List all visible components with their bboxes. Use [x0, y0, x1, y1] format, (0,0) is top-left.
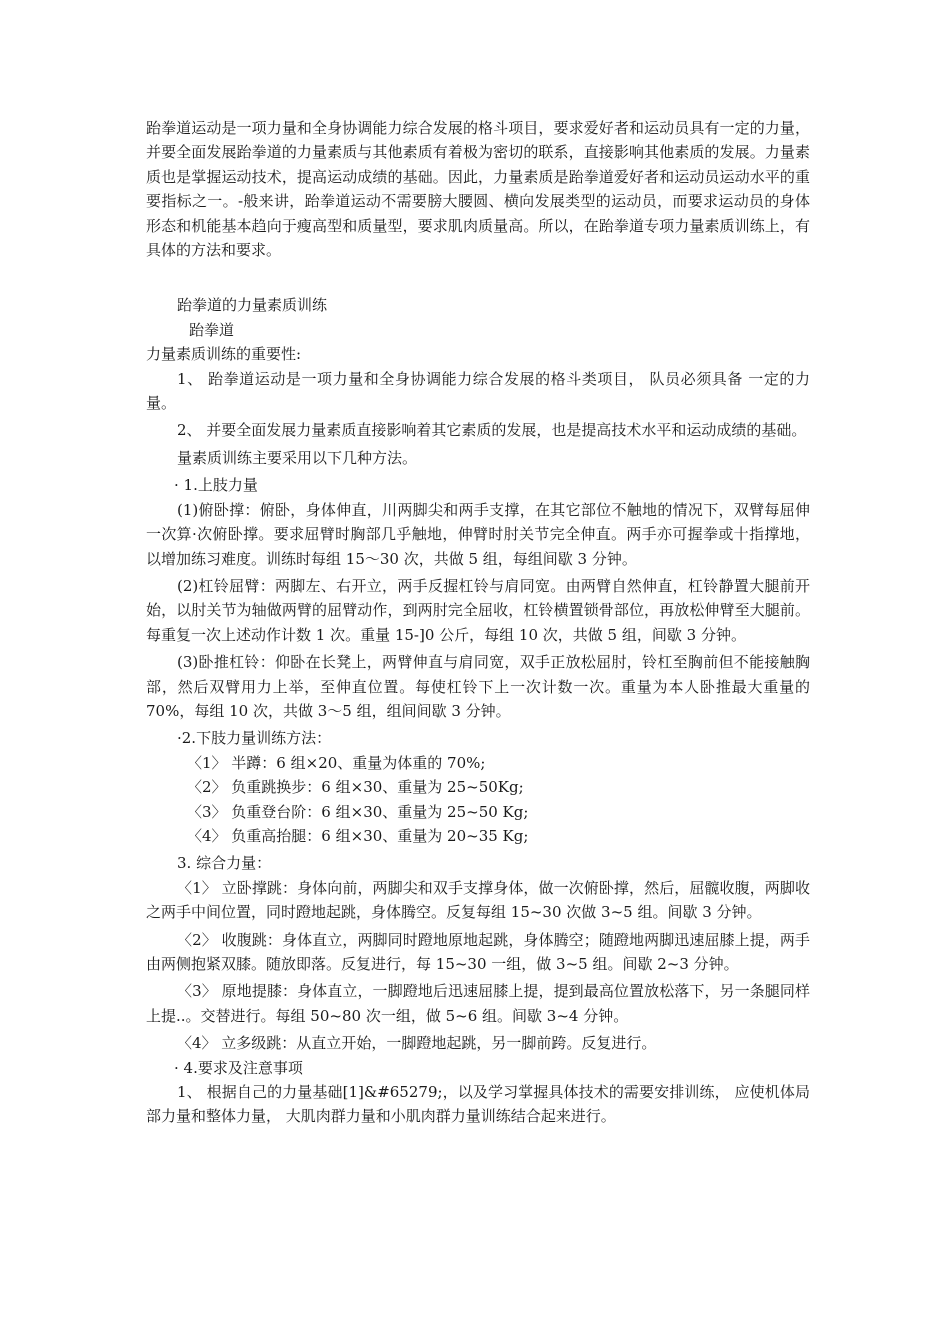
intro-paragraph: 跆拳道运动是一项力量和全身协调能力综合发展的格斗项目，要求爱好者和运动员具有一定的力量，并要全面发展跆拳道的力量素质与其他素质有着极为密切的联系，直接影响其他素质的发展。力量素质也是掌握运动技术，提高运动成绩的基础。因此，力量素质是跆拳道爱好者和运动员运动水平的重要指标之一。-般来讲，跆拳道运动不需要膀大腰圆、横向发展类型的运动员，而要求运动员的身体形态和机能基本趋向于瘦高型和质量型，要求肌肉质量高。所以，在跆拳道专项力量素质训练上，有具体的方法和要求。: [146, 119, 810, 260]
importance-heading: 力量素质训练的重要性:: [146, 345, 302, 364]
notes-heading: · 4.要求及注意事项: [174, 1058, 303, 1077]
combined-item-4: 〈4〉 立多级跳：从直立开始，一脚蹬地起跳，另一脚前跨。反复进行。: [177, 1034, 657, 1053]
lower-limb-heading: ·2.下肢力量训练方法：: [177, 729, 332, 748]
upper-limb-item-2: (2)杠铃屈臂：两脚左、右开立，两手反握杠铃与肩同宽。由两臂自然伸直，杠铃静置大腿前开始，以肘关节为轴做两臂的屈臂动作，到两肘完全屈收，杠铃横置锁骨部位，再放松伸臂至大腿前。每重复一次上述动作计数 1 次。重量 15-]0 公斤，每组 10 次，共做 5 组，间歇 3 分钟。: [146, 576, 810, 644]
lower-limb-item-2: 〈2〉 负重跳换步：6 组×30、重量为 25~50Kg;: [187, 778, 524, 797]
importance-item-2: 2、 并要全面发展力量素质直接影响着其它素质的发展，也是提高技术水平和运动成绩的基础。: [177, 421, 807, 440]
upper-limb-item-3: (3)卧推杠铃：仰卧在长凳上，两臂伸直与肩同宽，双手正放松屈肘，铃杠至胸前但不能接触胸部，然后双臂用力上举，至伸直位置。每使杠铃下上一次计数一次。重量为本人卧推最大重量的 70%，每组 10 次，共做 3～5 组，组间间歇 3 分钟。: [146, 653, 810, 720]
combined-heading: 3. 综合力量：: [177, 854, 272, 873]
upper-limb-heading: · 1.上肢力量: [174, 476, 258, 495]
methods-intro: 量素质训练主要采用以下几种方法。: [177, 448, 418, 467]
combined-item-2: 〈2〉 收腹跳：身体直立，两脚同时蹬地原地起跳，身体腾空；随蹬地两脚迅速屈膝上提，两手由两侧抱紧双膝。随放即落。反复进行，每 15~30 一组，做 3~5 组。间歇 2~3 分钟。: [146, 930, 810, 973]
combined-item-1: 〈1〉 立卧撑跳：身体向前，两脚尖和双手支撑身体，做一次俯卧撑，然后，屈髋收腹，两脚收之两手中间位置，同时蹬地起跳，身体腾空。反复每组 15~30 次做 3~5 组。间歇 3 分钟。: [146, 878, 810, 922]
combined-item-3: 〈3〉 原地提膝：身体直立，一脚蹬地后迅速屈膝上提，提到最高位置放松落下，另一条腿同样上提..。交替进行。每组 50~80 次一组，做 5~6 组。间歇 3~4 分钟。: [146, 982, 810, 1025]
lower-limb-item-1: 〈1〉 半蹲：6 组×20、重量为体重的 70%;: [187, 753, 486, 772]
document-page: [146, 116, 810, 1129]
lower-limb-item-4: 〈4〉 负重高抬腿：6 组×30、重量为 20~35 Kg;: [187, 826, 529, 845]
notes-item-1: 1、 根据自己的力量基础[1]&#65279;，以及学习掌握具体技术的需要安排训练， 应使机体局部力量和整体力量， 大肌肉群力量和小肌肉群力量训练结合起来进行。: [146, 1083, 810, 1126]
title-line-2: 跆拳道: [189, 320, 235, 339]
lower-limb-item-3: 〈3〉 负重登台阶：6 组×30、重量为 25~50 Kg;: [187, 802, 529, 821]
importance-item-1: 1、 跆拳道运动是一项力量和全身协调能力综合发展的格斗类项目， 队员必须具备 一定的力量。: [146, 369, 810, 413]
title-line-1: 跆拳道的力量素质训练: [177, 296, 328, 315]
upper-limb-item-1: (1)俯卧撑：俯卧，身体伸直，川两脚尖和两手支撑，在其它部位不触地的情况下，双臂每屈伸一次算·次俯卧撑。要求屈臂时胸部几乎触地，伸臂时肘关节完全伸直。两手亦可握拳或十指撑地，以增加练习难度。训练时每组 15～30 次，共做 5 组，每组间歇 3 分钟。: [146, 500, 810, 568]
